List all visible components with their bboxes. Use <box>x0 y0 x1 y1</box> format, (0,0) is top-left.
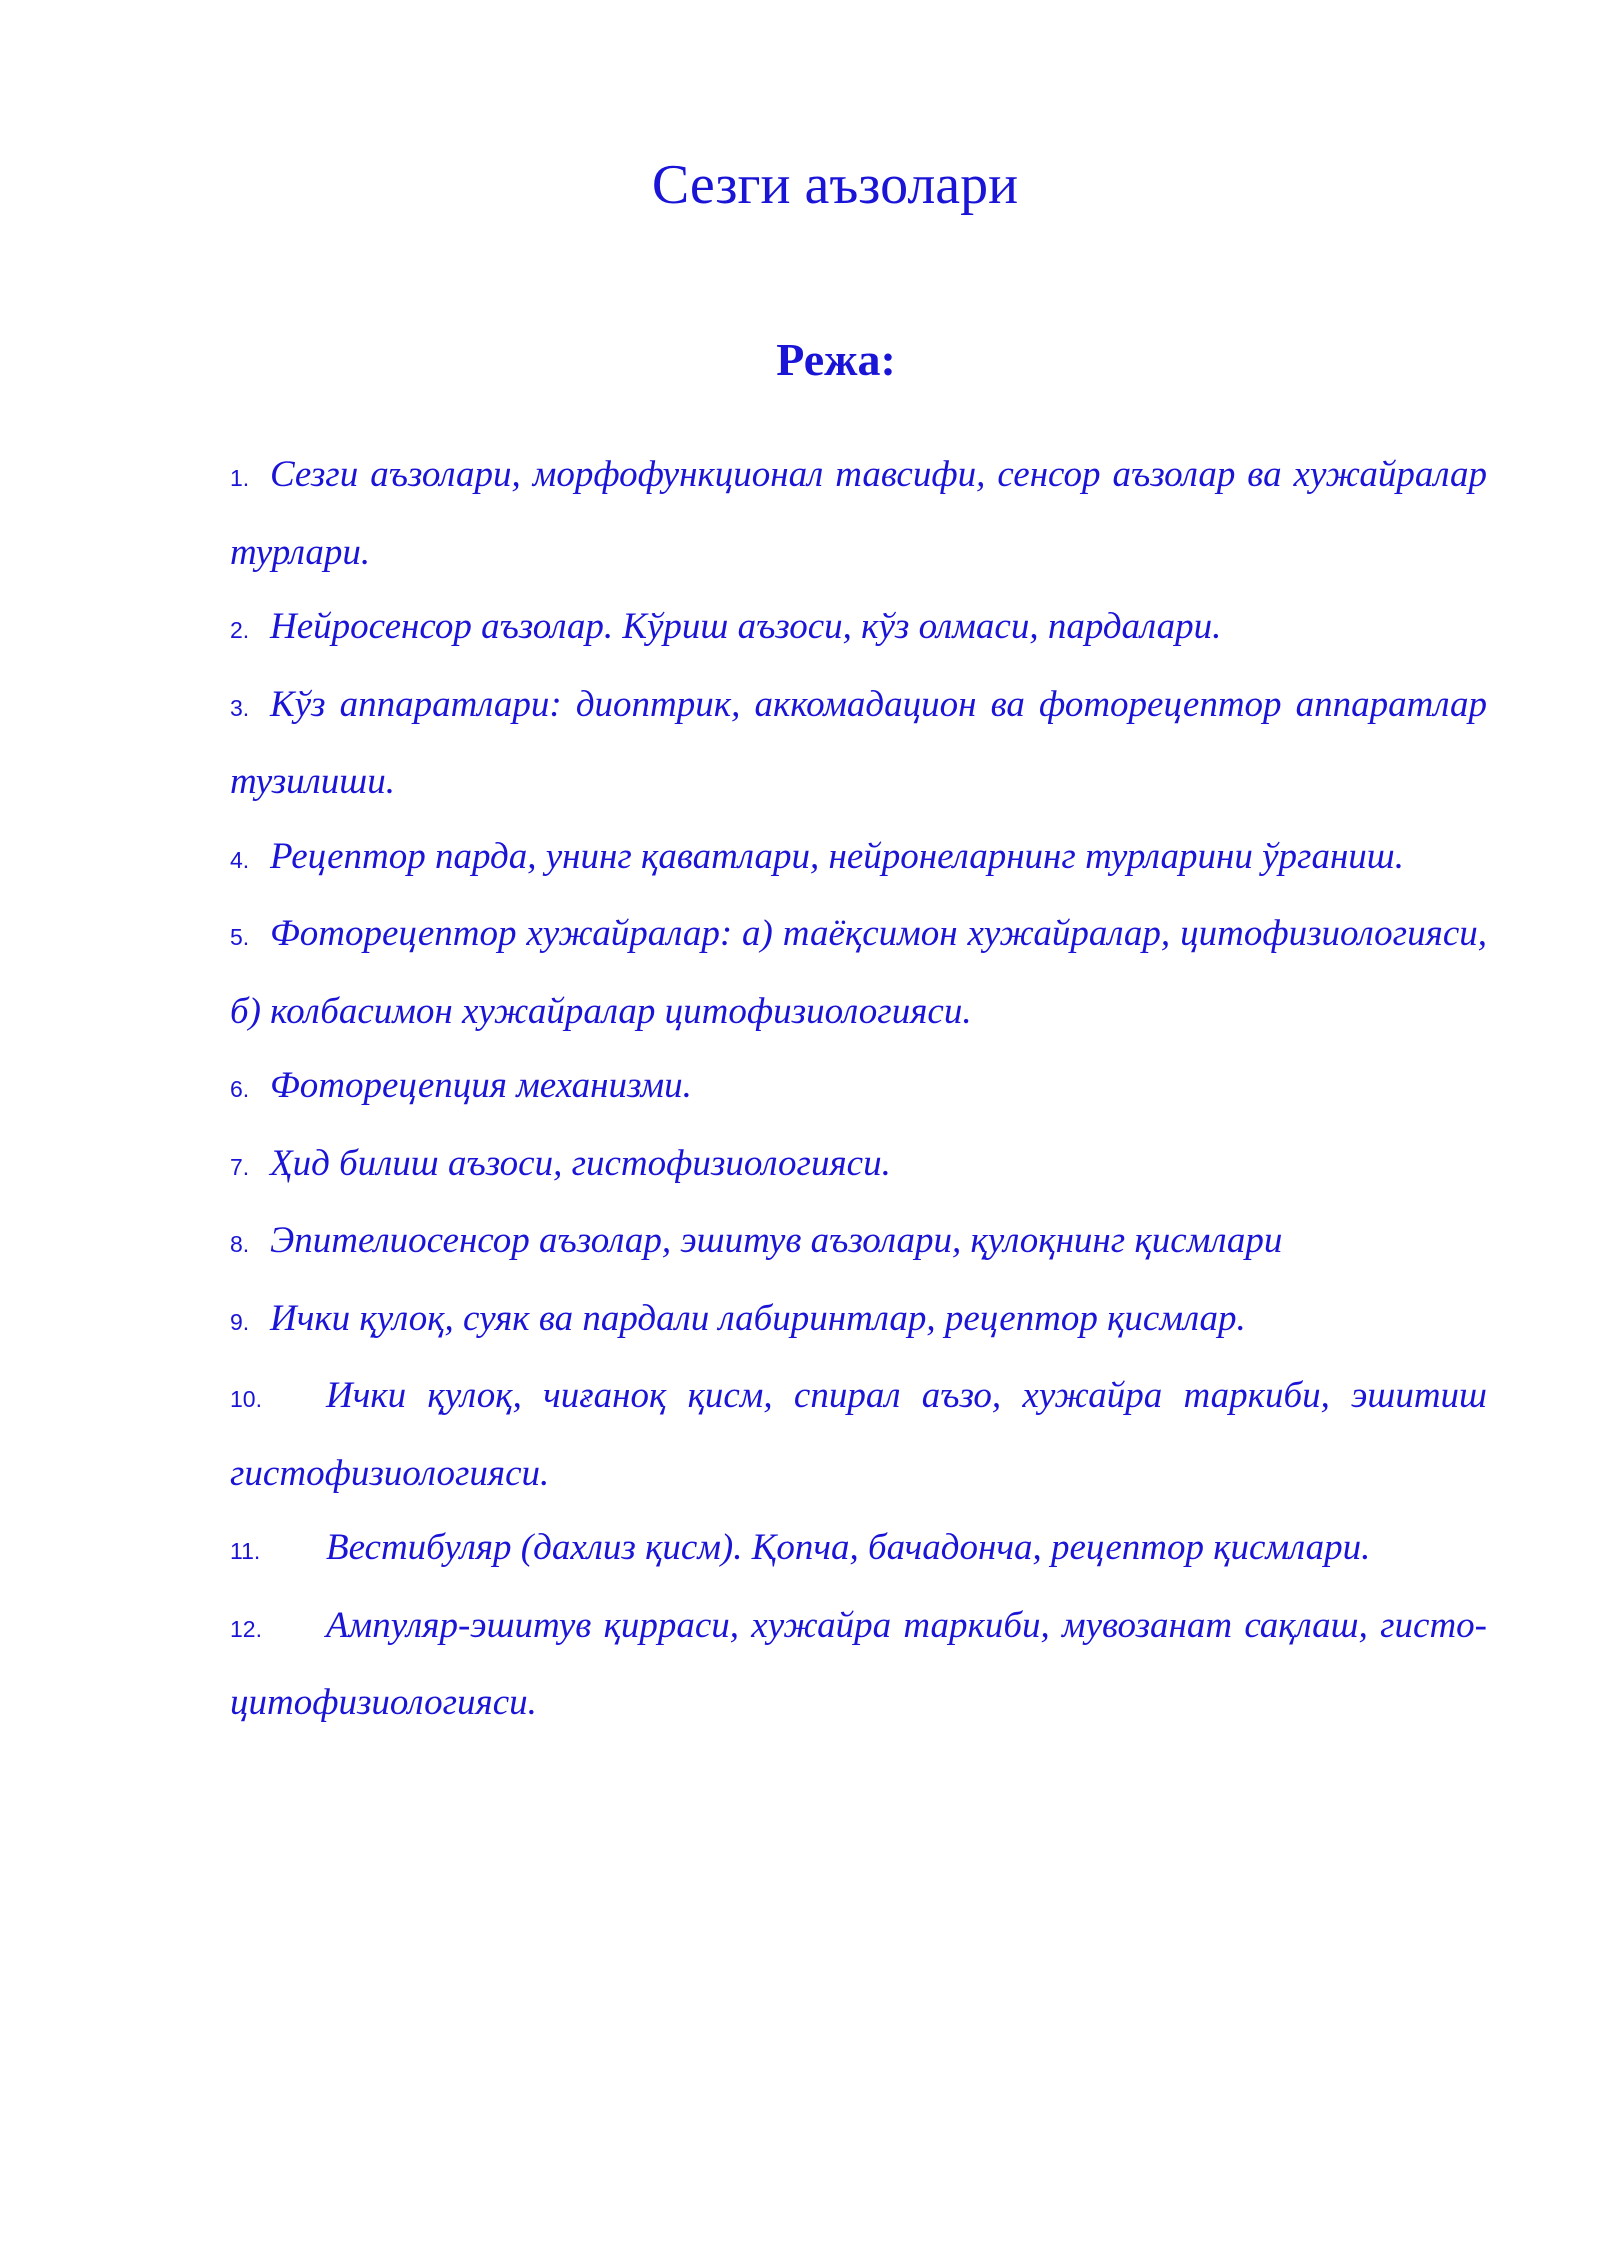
plan-item-text: Вестибуляр (дахлиз қисм). Қопча, бачадонча, рецептор қисмлари. <box>326 1527 1371 1568</box>
plan-item <box>230 438 1487 590</box>
plan-item <box>230 1049 1487 1127</box>
plan-item-text: Ички қулоқ, чиғаноқ қисм, спирал аъзо, хужайра таркиби, эшитиш гистофизиологияси. <box>230 1375 1487 1494</box>
plan-item <box>230 1359 1487 1511</box>
plan-item <box>230 1511 1487 1589</box>
plan-item <box>230 1589 1487 1741</box>
plan-list <box>230 438 1487 1741</box>
plan-item-text: Эпителиосенсор аъзолар, эшитув аъзолари, қулоқнинг қисмлари <box>270 1220 1283 1261</box>
plan-item <box>230 820 1487 898</box>
document-title: Сезги аъзолари <box>651 154 1019 216</box>
plan-item-text: Фоторецептор хужайралар: а) таёқсимон хужайралар, цитофизиологияси, б) колбасимон хужайралар цитофизиологияси. <box>230 913 1487 1032</box>
plan-item-number: 11. <box>230 1538 261 1564</box>
plan-item-text: Кўз аппаратлари: диоптрик, аккомадацион ва фоторецептор аппаратлар тузилиши. <box>230 683 1487 802</box>
plan-item-text: Ампуляр-эшитув қирраси, хужайра таркиби, мувозанат сақлаш, гисто-цитофизиологияси. <box>230 1604 1487 1723</box>
plan-item-number: 10. <box>230 1386 262 1412</box>
plan-item-number: 6. <box>230 1076 250 1102</box>
plan-item-text: Фоторецепция механизми. <box>270 1065 692 1106</box>
plan-item-number: 12. <box>230 1615 262 1642</box>
plan-item <box>230 1127 1487 1205</box>
plan-heading: Режа: <box>776 334 896 385</box>
plan-item-text: Ҳид билиш аъзоси, гистофизиологияси. <box>270 1142 891 1184</box>
plan-item-number: 7. <box>230 1153 250 1180</box>
plan-item-number: 4. <box>230 846 250 873</box>
plan-item <box>230 668 1487 820</box>
plan-item-number: 5. <box>230 924 250 950</box>
plan-item <box>230 1204 1487 1282</box>
plan-item <box>230 897 1487 1049</box>
plan-item-text: Рецептор парда, унинг қаватлари, нейронеларнинг турларини ўрганиш. <box>270 835 1404 877</box>
plan-item <box>230 1282 1487 1360</box>
plan-item-number: 8. <box>230 1231 250 1257</box>
plan-item-number: 3. <box>230 694 250 721</box>
plan-item-text: Ички қулоқ, суяк ва пардали лабиринтлар, рецептор қисмлар. <box>270 1297 1246 1339</box>
plan-item-number: 1. <box>230 465 250 491</box>
plan-item-number: 9. <box>230 1308 250 1335</box>
plan-item-text: Сезги аъзолари, морфофункционал тавсифи, сенсор аъзолар ва хужайралар турлари. <box>230 454 1487 573</box>
plan-item <box>230 590 1487 668</box>
plan-item-text: Нейросенсор аъзолар. Кўриш аъзоси, кўз олмаси, пардалари. <box>270 606 1222 647</box>
plan-item-number: 2. <box>230 617 250 643</box>
